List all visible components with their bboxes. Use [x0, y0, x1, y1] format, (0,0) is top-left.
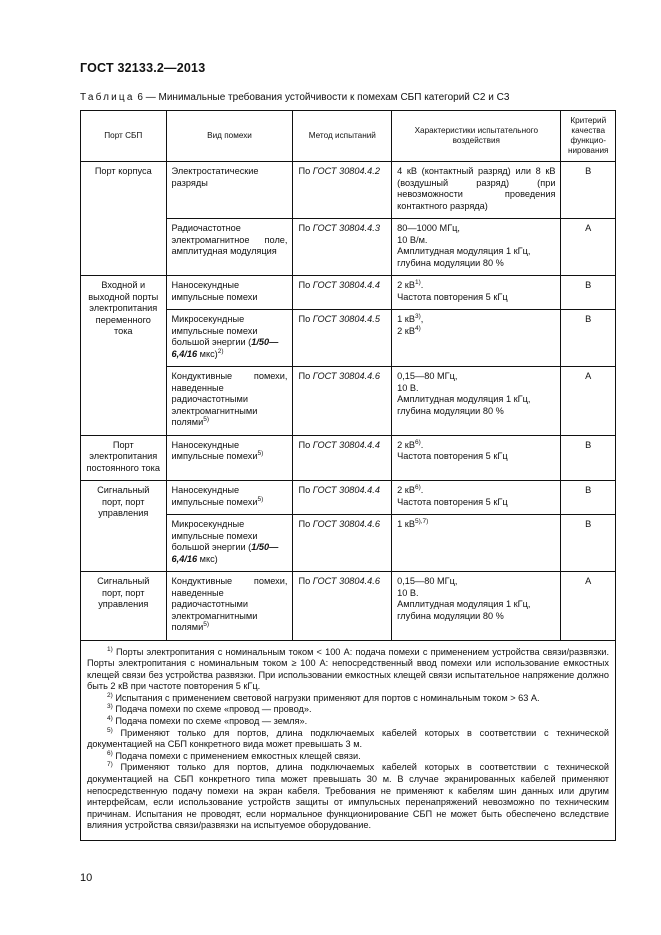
standard-reference: ГОСТ 30804.4.4 [312, 485, 380, 495]
footnote-text: Испытания с применением световой нагрузки применяют для портов с номинальным током > 63 А. [112, 692, 540, 703]
footnote-text: Подача помехи по схеме «провод — земля». [112, 716, 308, 727]
col-header-type: Вид помехи [166, 111, 293, 162]
chars-line [397, 280, 555, 292]
footnote-number: 7) [107, 761, 113, 769]
col-header-criterion: Критерий качества функцио-нирования [561, 111, 616, 162]
method-cell: По ГОСТ 30804.4.6 [293, 367, 392, 436]
chars-line: 10 В/м. [397, 234, 428, 245]
footnote-ref: 5) [203, 621, 209, 628]
footnote-ref: 5) [257, 450, 264, 457]
type-text: Кондуктивные помехи, наведенные радиочастотными электромагнитными полями [171, 576, 288, 632]
chars-cell [392, 219, 561, 276]
chars-line: 0,15—80 МГц, [397, 371, 458, 381]
notes-cell [81, 640, 616, 841]
caption-label: Таблица [80, 92, 135, 103]
footnote [87, 762, 609, 832]
chars-line: глубина модуляции 80 % [397, 257, 504, 268]
footnote-ref: 5),7) [414, 518, 429, 525]
table-caption [80, 92, 509, 103]
footnote [87, 716, 609, 728]
footnote-ref: 6) [414, 438, 421, 446]
footnote-text: Применяют только для портов, длина подключаемых кабелей которых в соответствии с технической документацией на СБП конкретного вида может превышать 3 м. [87, 727, 609, 750]
footnote-number: 3) [107, 703, 113, 711]
chars-tail: , [420, 314, 424, 324]
caption-text: 6 — Минимальные требования устойчивости к помехам СБП категорий С2 и С3 [134, 92, 510, 103]
type-cell [166, 367, 293, 436]
footnote-text: Порты электропитания с номинальным током < 100 А: подача помехи с применением устройства связи/развязки. Порты электропитания с номинальным током ≥ 100 А: непосредственный ввод помехи или использование емкостных клещей связи без устройства развязки. При использовании емкостных клещей связи испытательное напряжение должно быть 2 кВ при частоте повторения 5 кГц. [87, 646, 609, 692]
footnote-number: 5) [107, 726, 113, 734]
chars-tail: . [420, 439, 424, 450]
chars-value: 1 кВ [397, 314, 415, 324]
chars-tail: . [420, 485, 424, 495]
type-text: Микросекундные импульсные помехи большой энергии ( [171, 314, 258, 347]
method-cell: По ГОСТ 30804.4.4 [293, 481, 392, 515]
type-text: Наносекундные импульсные помехи [171, 439, 258, 461]
table-row [81, 481, 616, 515]
chars-line: Частота повторения 5 кГц [397, 496, 508, 507]
col-header-port: Порт СБП [81, 111, 167, 162]
criterion-cell: В [561, 276, 616, 310]
port-cell: Сигнальный порт, порт управления [81, 481, 167, 572]
page-number: 10 [80, 872, 93, 884]
col-header-method: Метод испытаний [293, 111, 392, 162]
port-cell: Порт электропитания постоянного тока [81, 435, 167, 481]
col-header-chars: Характеристики испытательного воздействия [392, 111, 561, 162]
footnote-number: 2) [107, 691, 113, 699]
criterion-cell: В [561, 162, 616, 219]
type-text-tail: мкс) [197, 553, 218, 564]
footnote [87, 693, 609, 705]
chars-value: 2 кВ [397, 485, 415, 495]
footnote [87, 704, 609, 716]
chars-cell: 4 кВ (контактный разряд) или 8 кВ (воздушный разряд) (при невозможности проведения контактного разряда) [392, 162, 561, 219]
method-cell: По ГОСТ 30804.4.4 [293, 276, 392, 310]
footnote-ref: 1) [414, 279, 421, 286]
chars-line: глубина модуляции 80 % [397, 610, 504, 621]
footnote-ref: 4) [414, 324, 421, 332]
type-cell: Электростатические разряды [166, 162, 293, 219]
chars-cell [392, 435, 561, 481]
chars-line: Амплитудная модуляция 1 кГц, [397, 599, 531, 609]
footnote-text: Применяют только для портов, длина подключаемых кабелей которых в соответствии с технической документацией на СБП конкретного типа может превышать 30 м. В случае экранированных кабелей применяют непосредственную подачу помехи на экран кабеля. Требования не применяют к кабелям шин данных или другим интерфейсам, если использование устройств защиты от импульсных перенапряжений невозможно по техническим причинам. Испытания не проводят, если нормальное функционирование СБП не может быть обеспечено вследствие влияния устройства связи/развязки на испытуемое оборудование. [87, 762, 609, 831]
criterion-cell: В [561, 310, 616, 367]
port-cell: Порт корпуса [81, 162, 167, 276]
document-header: ГОСТ 32133.2—2013 [80, 61, 206, 75]
chars-line: Амплитудная модуляция 1 кГц, [397, 394, 531, 404]
type-text: Наносекундные импульсные помехи [171, 485, 258, 507]
chars-line [397, 326, 555, 338]
type-cell [166, 515, 293, 572]
standard-reference: ГОСТ 30804.4.4 [312, 439, 380, 450]
type-cell: Радиочастотное электромагнитное поле, амплитудная модуляция [166, 219, 293, 276]
chars-cell [392, 572, 561, 641]
type-pulse-shape: 1/50—6,4/16 [171, 542, 279, 564]
type-pulse-shape: 1/50—6,4/16 [171, 337, 279, 359]
chars-value: 1 кВ [397, 519, 415, 529]
standard-reference: ГОСТ 30804.4.6 [312, 371, 380, 381]
table-header-row [81, 111, 616, 162]
chars-cell [392, 310, 561, 367]
criterion-cell: В [561, 515, 616, 572]
chars-line [397, 485, 555, 497]
chars-line [397, 440, 555, 452]
port-cell: Сигнальный порт, порт управления [81, 572, 167, 641]
chars-cell [392, 367, 561, 436]
chars-line: Амплитудная модуляция 1 кГц, [397, 246, 531, 256]
standard-reference: ГОСТ 30804.4.2 [312, 166, 380, 176]
type-cell [166, 435, 293, 481]
table-row [81, 572, 616, 641]
method-cell: По ГОСТ 30804.4.2 [293, 162, 392, 219]
method-cell: По ГОСТ 30804.4.6 [293, 515, 392, 572]
chars-line: Частота повторения 5 кГц [397, 291, 508, 302]
requirements-table [80, 110, 616, 841]
type-cell [166, 310, 293, 367]
notes-row [81, 640, 616, 841]
footnote-ref: 6) [414, 484, 421, 491]
table-row [81, 162, 616, 219]
footnote-number: 4) [107, 715, 113, 723]
footnote [87, 751, 609, 763]
chars-cell [392, 481, 561, 515]
footnote-ref: 5) [257, 495, 264, 503]
table-row [81, 276, 616, 310]
footnote-number: 1) [107, 645, 113, 653]
port-cell: Входной и выходной порты электропитания переменного тока [81, 276, 167, 436]
standard-reference: ГОСТ 30804.4.3 [312, 223, 380, 233]
chars-value: 2 кВ [397, 325, 415, 336]
footnote [87, 728, 609, 751]
chars-line: 80—1000 МГц, [397, 223, 460, 233]
footnote-number: 6) [107, 749, 113, 757]
standard-reference: ГОСТ 30804.4.6 [312, 519, 380, 529]
standard-reference: ГОСТ 30804.4.4 [312, 280, 380, 290]
type-text: Кондуктивные помехи, наведенные радиочастотными электромагнитными полями [171, 371, 288, 427]
method-cell: По ГОСТ 30804.4.5 [293, 310, 392, 367]
criterion-cell: А [561, 367, 616, 436]
type-cell [166, 572, 293, 641]
method-cell: По ГОСТ 30804.4.6 [293, 572, 392, 641]
chars-tail: . [420, 280, 424, 290]
table-row [81, 435, 616, 481]
type-text-tail: мкс) [197, 348, 218, 359]
type-cell [166, 481, 293, 515]
criterion-cell: А [561, 219, 616, 276]
chars-line [397, 519, 555, 531]
chars-value: 2 кВ [397, 439, 415, 450]
criterion-cell: В [561, 435, 616, 481]
standard-reference: ГОСТ 30804.4.6 [312, 576, 380, 586]
chars-line: 10 В. [397, 382, 419, 393]
footnote-ref: 5) [203, 416, 209, 423]
footnote-ref: 3) [414, 313, 421, 320]
chars-cell [392, 515, 561, 572]
method-cell: По ГОСТ 30804.4.3 [293, 219, 392, 276]
type-cell: Наносекундные импульсные помехи [166, 276, 293, 310]
criterion-cell: А [561, 572, 616, 641]
chars-value: 2 кВ [397, 280, 415, 290]
chars-line: 10 В. [397, 587, 419, 598]
chars-line: 0,15—80 МГц, [397, 576, 458, 586]
chars-line: глубина модуляции 80 % [397, 405, 504, 416]
method-cell: По ГОСТ 30804.4.4 [293, 435, 392, 481]
footnote-text: Подача помехи с применением емкостных клещей связи. [112, 750, 361, 761]
footnote [87, 647, 609, 693]
standard-reference: ГОСТ 30804.4.5 [312, 314, 380, 324]
footnote-text: Подача помехи по схеме «провод — провод». [112, 704, 312, 715]
chars-line [397, 314, 555, 326]
chars-line: Частота повторения 5 кГц [397, 451, 508, 461]
footnote-ref: 2) [217, 347, 224, 355]
criterion-cell: В [561, 481, 616, 515]
type-text: Микросекундные импульсные помехи большой энергии ( [171, 519, 258, 552]
chars-cell [392, 276, 561, 310]
